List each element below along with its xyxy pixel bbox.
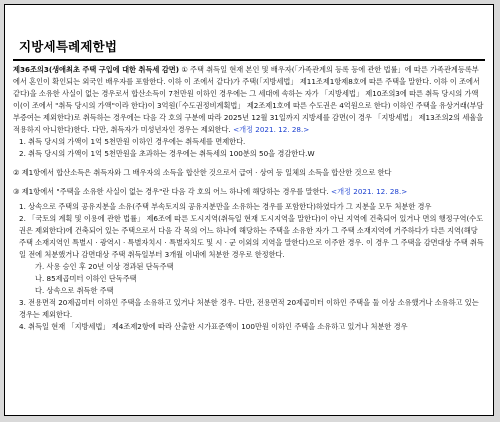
paragraph-2: ② 제1항에서 합산소득은 취득자와 그 배우자의 소득을 합산한 것으로서 급여 · 상여 등 일체의 소득을 합산한 것으로 한다 bbox=[13, 168, 392, 177]
article-heading: 제36조의3(생애최초 주택 구입에 대한 취득세 감면) bbox=[13, 65, 180, 74]
paragraph-3-item-1: 1. 상속으로 주택의 공유지분을 소유(주택 부속토지의 공유지분만을 소유하는 경우를 포함한다)하였다가 그 지분을 모두 처분한 경우 bbox=[19, 202, 432, 211]
paragraph-1-text: ① 주택 취득일 현재 본인 및 배우자(「가족관계의 등록 등에 관한 법률」에 따른 가족관계등록부에서 혼인이 확인되는 외국인 배우자를 포함한다. 이하 이 조에서 같다)가 주택(「지방세법」 제11조제1항제8호에 따른 주택을 말한다. 이하 이 조에서 같다)을 소유한 사실이 없는 경우로서 합산소득이 7천만원 이하인 경우에는 그 세대에 속하는 자가 「지방세법」 제10조의3에 따른 취득 당시의 가액이(이 조에서 "취득 당시의 가액"이라 한다)이 3억원(「수도권정비계획법」 제2조제1호에 따른 수도권은 4억원으로 한다) 이하인 주택을 유상거래(부담부증여는 제외한다)로 취득하는 경우에는 다음 각 호의 구분에 따라 2025년 12월 31일까지 지방세를 감면(이 경우 「지방세법」 제13조의2의 세율을 적용하지 아니한다)한다. 다만, 취득자가 미성년자인 경우는 제외한다. bbox=[13, 65, 484, 134]
amendment-note-1: <개정 2021. 12. 28.> bbox=[233, 125, 310, 134]
paragraph-1-item-1: 1. 취득 당시의 가액이 1억 5천만원 이하인 경우에는 취득세를 면제한다. bbox=[19, 137, 246, 146]
amendment-note-2: <개정 2021. 12. 28.> bbox=[331, 187, 408, 196]
document-title: 지방세특례제한법 bbox=[19, 39, 118, 54]
paragraph-1 bbox=[13, 64, 485, 136]
paragraph-3-item-2-ga: 가. 사용 승인 후 20년 이상 경과된 단독주택 bbox=[35, 262, 174, 271]
paragraph-3-text: ③ 제1항에서 "주택을 소유한 사실이 없는 경우"란 다음 각 호의 어느 하나에 해당하는 경우를 말한다. bbox=[13, 187, 329, 196]
document-page bbox=[4, 4, 494, 416]
paragraph-1-item-2: 2. 취득 당시의 가액이 1억 5천만원을 초과하는 경우에는 취득세의 100분의 50을 경감한다.W bbox=[19, 149, 315, 158]
title-divider bbox=[13, 59, 485, 61]
paragraph-3-item-2-na: 나. 85제곱미터 이하인 단독주택 bbox=[35, 274, 137, 283]
paragraph-3 bbox=[13, 186, 485, 198]
paragraph-3-item-2-da: 다. 상속으로 취득한 주택 bbox=[35, 286, 114, 295]
paragraph-3-item-3: 3. 전용면적 20제곱미터 이하인 주택을 소유하고 있거나 처분한 경우. 다만, 전용면적 20제곱미터 이하인 주택을 둘 이상 소유했거나 소유하고 있는 경우는 제외한다. bbox=[19, 298, 479, 319]
paragraph-3-item-2: 2. 「국토의 계획 및 이용에 관한 법률」 제6조에 따른 도시지역(취득일 현재 도시지역을 말한다)이 아닌 지역에 건축되어 있거나 면의 행정구역(수도권은 제외한다)에 건축되어 있는 주택으로서 다음 각 목의 어느 하나에 해당하는 주택을 소유한 자가 그 주택 소재지역에 거주하다가 다른 지역(해당 주택 소재지역인 특별시 · 광역시 · 특별자치시 · 특별자치도 및 시 · 군 이외의 지역을 말한다)으로 이주한 경우. 이 경우 그 주택을 감면대상 주택 취득일 전에 처분했거나 감면대상 주택 취득일부터 3개월 이내에 처분한 경우로 한정한다. bbox=[19, 214, 484, 259]
paragraph-3-item-4: 4. 취득일 현재 「지방세법」 제4조제2항에 따라 산출한 시가표준액이 100만원 이하인 주택을 소유하고 있거나 처분한 경우 bbox=[19, 322, 408, 331]
